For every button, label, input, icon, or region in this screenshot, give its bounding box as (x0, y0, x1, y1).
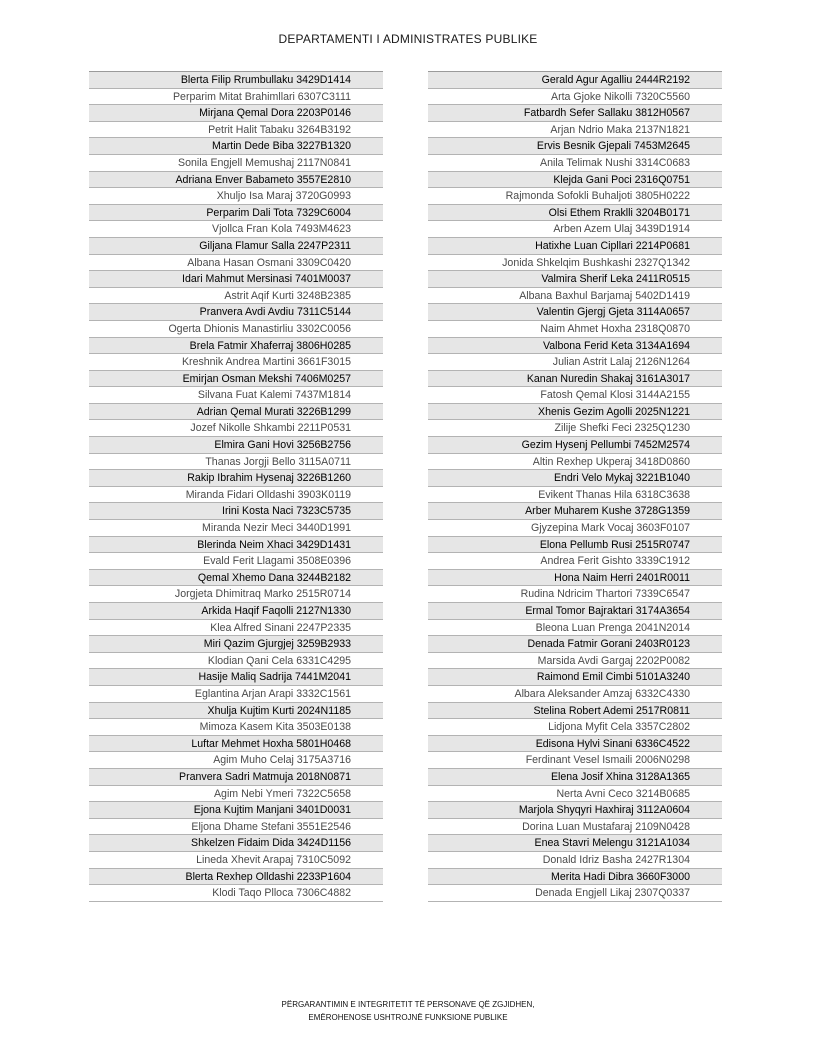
list-row: Vjollca Fran Kola 7493M4623 (89, 221, 383, 238)
list-row: Arben Azem Ulaj 3439D1914 (428, 221, 722, 238)
list-row: Pranvera Avdi Avdiu 7311C5144 (89, 304, 383, 321)
list-row: Hasije Maliq Sadrija 7441M2041 (89, 669, 383, 686)
list-row: Martin Dede Biba 3227B1320 (89, 138, 383, 155)
list-row: Donald Idriz Basha 2427R1304 (428, 852, 722, 869)
list-row: Arjan Ndrio Maka 2137N1821 (428, 122, 722, 139)
list-row: Edisona Hylvi Sinani 6336C4522 (428, 736, 722, 753)
list-row: Rudina Ndricim Thartori 7339C6547 (428, 586, 722, 603)
list-row: Jonida Shkelqim Bushkashi 2327Q1342 (428, 255, 722, 272)
list-row: Albana Hasan Osmani 3309C0420 (89, 255, 383, 272)
list-row: Valmira Sherif Leka 2411R0515 (428, 271, 722, 288)
list-row: Xhenis Gezim Agolli 2025N1221 (428, 404, 722, 421)
list-row: Hatixhe Luan Cipllari 2214P0681 (428, 238, 722, 255)
list-row: Agim Muho Celaj 3175A3716 (89, 752, 383, 769)
list-row: Rakip Ibrahim Hysenaj 3226B1260 (89, 470, 383, 487)
list-row: Gjyzepina Mark Vocaj 3603F0107 (428, 520, 722, 537)
list-row: Ervis Besnik Gjepali 7453M2645 (428, 138, 722, 155)
list-row: Blerinda Neim Xhaci 3429D1431 (89, 537, 383, 554)
list-row: Jorgjeta Dhimitraq Marko 2515R0714 (89, 586, 383, 603)
list-row: Adrian Qemal Murati 3226B1299 (89, 404, 383, 421)
list-row: Luftar Mehmet Hoxha 5801H0468 (89, 736, 383, 753)
list-row: Elona Pellumb Rusi 2515R0747 (428, 537, 722, 554)
list-row: Gezim Hysenj Pellumbi 7452M2574 (428, 437, 722, 454)
footer-line-1: PËRGARANTIMIN E INTEGRITETIT TË PERSONAVE QË ZGJIDHEN, (281, 1000, 535, 1009)
list-row: Mirjana Qemal Dora 2203P0146 (89, 105, 383, 122)
document-title: DEPARTAMENTI I ADMINISTRATES PUBLIKE (278, 32, 538, 46)
list-row: Bleona Luan Prenga 2041N2014 (428, 620, 722, 637)
list-row: Naim Ahmet Hoxha 2318Q0870 (428, 321, 722, 338)
list-row: Fatbardh Sefer Sallaku 3812H0567 (428, 105, 722, 122)
list-row: Arkida Haqif Faqolli 2127N1330 (89, 603, 383, 620)
list-row: Merita Hadi Dibra 3660F3000 (428, 869, 722, 886)
list-row: Eglantina Arjan Arapi 3332C1561 (89, 686, 383, 703)
list-row: Marjola Shyqyri Haxhiraj 3112A0604 (428, 802, 722, 819)
list-row: Enea Stavri Melengu 3121A1034 (428, 835, 722, 852)
document-footer (0, 998, 816, 1024)
list-row: Astrit Aqif Kurti 3248B2385 (89, 288, 383, 305)
list-row: Petrit Halit Tabaku 3264B3192 (89, 122, 383, 139)
list-row: Giljana Flamur Salla 2247P2311 (89, 238, 383, 255)
list-row: Miranda Fidari Olldashi 3903K0119 (89, 487, 383, 504)
list-row: Nerta Avni Ceco 3214B0685 (428, 786, 722, 803)
list-row: Pranvera Sadri Matmuja 2018N0871 (89, 769, 383, 786)
list-row: Stelina Robert Ademi 2517R0811 (428, 703, 722, 720)
list-row: Idari Mahmut Mersinasi 7401M0037 (89, 271, 383, 288)
list-row: Perparim Dali Tota 7329C6004 (89, 205, 383, 222)
list-row: Klodian Qani Cela 6331C4295 (89, 653, 383, 670)
list-row: Elmira Gani Hovi 3256B2756 (89, 437, 383, 454)
list-row: Albara Aleksander Amzaj 6332C4330 (428, 686, 722, 703)
list-row: Ferdinant Vesel Ismaili 2006N0298 (428, 752, 722, 769)
list-row: Albana Baxhul Barjamaj 5402D1419 (428, 288, 722, 305)
list-row: Ejona Kujtim Manjani 3401D0031 (89, 802, 383, 819)
list-row: Lineda Xhevit Arapaj 7310C5092 (89, 852, 383, 869)
list-row: Emirjan Osman Mekshi 7406M0257 (89, 371, 383, 388)
list-row: Zilije Shefki Feci 2325Q1230 (428, 420, 722, 437)
list-row: Arber Muharem Kushe 3728G1359 (428, 503, 722, 520)
list-row: Julian Astrit Lalaj 2126N1264 (428, 354, 722, 371)
footer-line-2: EMËROHENOSE USHTROJNË FUNKSIONE PUBLIKE (308, 1013, 508, 1022)
list-row: Silvana Fuat Kalemi 7437M1814 (89, 387, 383, 404)
list-row: Shkelzen Fidaim Dida 3424D1156 (89, 835, 383, 852)
list-row: Agim Nebi Ymeri 7322C5658 (89, 786, 383, 803)
list-row: Perparim Mitat Brahimllari 6307C3111 (89, 89, 383, 106)
list-row: Hona Naim Herri 2401R0011 (428, 570, 722, 587)
list-row: Altin Rexhep Ukperaj 3418D0860 (428, 454, 722, 471)
list-row: Mimoza Kasem Kita 3503E0138 (89, 719, 383, 736)
list-row: Elena Josif Xhina 3128A1365 (428, 769, 722, 786)
list-row: Dorina Luan Mustafaraj 2109N0428 (428, 819, 722, 836)
list-row: Arta Gjoke Nikolli 7320C5560 (428, 89, 722, 106)
list-row: Anila Telimak Nushi 3314C0683 (428, 155, 722, 172)
list-row: Marsida Avdi Gargaj 2202P0082 (428, 653, 722, 670)
list-row: Klejda Gani Poci 2316Q0751 (428, 172, 722, 189)
list-row: Denada Fatmir Gorani 2403R0123 (428, 636, 722, 653)
right-name-list (428, 71, 722, 902)
list-row: Gerald Agur Agalliu 2444R2192 (428, 72, 722, 89)
list-row: Raimond Emil Cimbi 5101A3240 (428, 669, 722, 686)
list-row: Kreshnik Andrea Martini 3661F3015 (89, 354, 383, 371)
left-name-list (89, 71, 383, 902)
list-row: Ogerta Dhionis Manastirliu 3302C0056 (89, 321, 383, 338)
list-row: Ermal Tomor Bajraktari 3174A3654 (428, 603, 722, 620)
list-row: Lidjona Myfit Cela 3357C2802 (428, 719, 722, 736)
list-row: Brela Fatmir Xhaferraj 3806H0285 (89, 338, 383, 355)
list-row: Fatosh Qemal Klosi 3144A2155 (428, 387, 722, 404)
list-row: Evald Ferit Llagami 3508E0396 (89, 553, 383, 570)
list-row: Miranda Nezir Meci 3440D1991 (89, 520, 383, 537)
list-row: Blerta Rexhep Olldashi 2233P1604 (89, 869, 383, 886)
list-row: Denada Engjell Likaj 2307Q0337 (428, 885, 722, 902)
list-row: Thanas Jorgji Bello 3115A0711 (89, 454, 383, 471)
list-row: Irini Kosta Naci 7323C5735 (89, 503, 383, 520)
list-row: Valentin Gjergj Gjeta 3114A0657 (428, 304, 722, 321)
list-row: Jozef Nikolle Shkambi 2211P0531 (89, 420, 383, 437)
list-row: Sonila Engjell Memushaj 2117N0841 (89, 155, 383, 172)
list-row: Xhulja Kujtim Kurti 2024N1185 (89, 703, 383, 720)
list-row: Adriana Enver Babameto 3557E2810 (89, 172, 383, 189)
list-row: Andrea Ferit Gishto 3339C1912 (428, 553, 722, 570)
list-row: Rajmonda Sofokli Buhaljoti 3805H0222 (428, 188, 722, 205)
list-row: Evikent Thanas Hila 6318C3638 (428, 487, 722, 504)
list-row: Qemal Xhemo Dana 3244B2182 (89, 570, 383, 587)
list-row: Blerta Filip Rrumbullaku 3429D1414 (89, 72, 383, 89)
list-row: Endri Velo Mykaj 3221B1040 (428, 470, 722, 487)
list-row: Xhuljo Isa Maraj 3720G0993 (89, 188, 383, 205)
list-row: Klea Alfred Sinani 2247P2335 (89, 620, 383, 637)
list-row: Valbona Ferid Keta 3134A1694 (428, 338, 722, 355)
list-row: Eljona Dhame Stefani 3551E2546 (89, 819, 383, 836)
list-row: Kanan Nuredin Shakaj 3161A3017 (428, 371, 722, 388)
list-row: Miri Qazim Gjurgjej 3259B2933 (89, 636, 383, 653)
list-row: Olsi Ethem Rraklli 3204B0171 (428, 205, 722, 222)
list-row: Klodi Taqo Plloca 7306C4882 (89, 885, 383, 902)
